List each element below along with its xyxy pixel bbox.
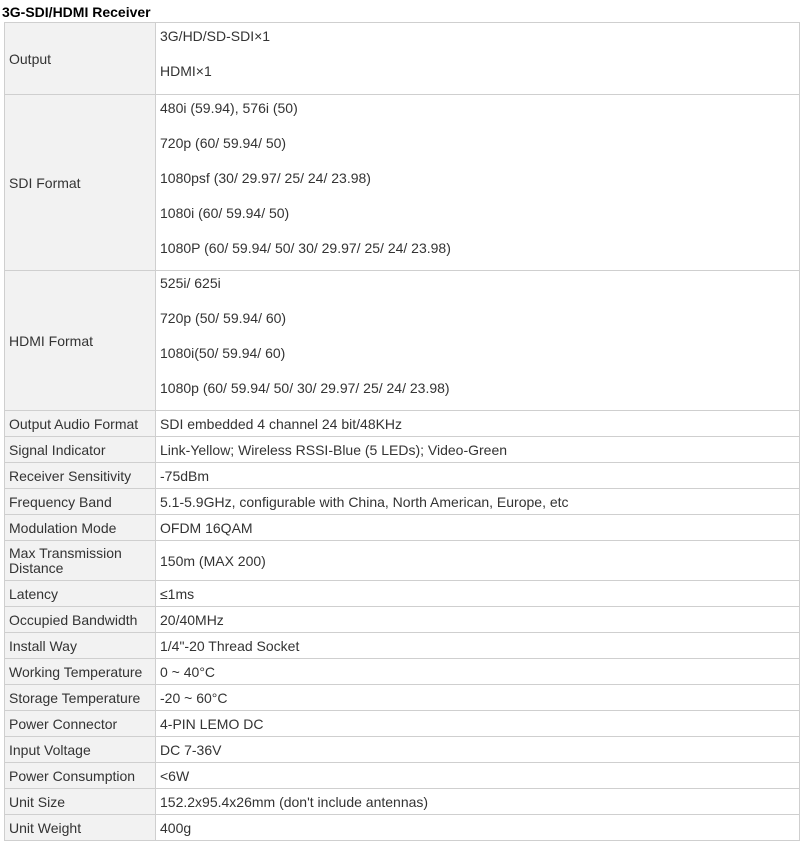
table-row: [5, 463, 800, 489]
row-label: Output: [5, 23, 156, 95]
table-row: [5, 23, 800, 95]
table-row: [5, 763, 800, 789]
value-line: HDMI×1: [160, 63, 212, 79]
value-line: 1080P (60/ 59.94/ 50/ 30/ 29.97/ 25/ 24/ 23.98): [160, 239, 451, 256]
row-value: <6W: [156, 763, 800, 789]
table-row: [5, 789, 800, 815]
table-row: [5, 489, 800, 515]
row-label: Occupied Bandwidth: [5, 607, 156, 633]
table-row: [5, 581, 800, 607]
value-line: 720p (60/ 59.94/ 50): [160, 134, 287, 151]
table-row: [5, 411, 800, 437]
table-row: [5, 711, 800, 737]
row-label: Storage Temperature: [5, 685, 156, 711]
row-label: HDMI Format: [5, 271, 156, 411]
value-line: 3G/HD/SD-SDI×1: [160, 28, 271, 44]
value-line: 1080psf (30/ 29.97/ 25/ 24/ 23.98): [160, 169, 371, 186]
value-line: 1080i(50/ 59.94/ 60): [160, 345, 286, 361]
table-row: [5, 815, 800, 841]
value-line: 1080i (60/ 59.94/ 50): [160, 204, 290, 221]
table-row: [5, 541, 800, 581]
row-value: Link-Yellow; Wireless RSSI-Blue (5 LEDs); Video-Green: [156, 437, 800, 463]
value-line: 1080p (60/ 59.94/ 50/ 30/ 29.97/ 25/ 24/ 23.98): [160, 380, 450, 396]
row-label: Output Audio Format: [5, 411, 156, 437]
row-value: [156, 23, 800, 95]
row-label: Working Temperature: [5, 659, 156, 685]
table-row: [5, 659, 800, 685]
table-row: [5, 737, 800, 763]
table-row: [5, 437, 800, 463]
row-label: Frequency Band: [5, 489, 156, 515]
row-label: Modulation Mode: [5, 515, 156, 541]
row-label: Unit Weight: [5, 815, 156, 841]
row-label: Signal Indicator: [5, 437, 156, 463]
row-value: 150m (MAX 200): [156, 541, 800, 581]
row-label: Unit Size: [5, 789, 156, 815]
row-label: Receiver Sensitivity: [5, 463, 156, 489]
value-line: 720p (50/ 59.94/ 60): [160, 310, 287, 326]
row-value: [156, 271, 800, 411]
row-value: OFDM 16QAM: [156, 515, 800, 541]
row-value: -75dBm: [156, 463, 800, 489]
spec-table: [4, 22, 800, 841]
table-row: [5, 271, 800, 411]
row-value: 1/4"-20 Thread Socket: [156, 633, 800, 659]
row-label: Latency: [5, 581, 156, 607]
table-row: [5, 633, 800, 659]
row-label: Power Consumption: [5, 763, 156, 789]
row-value: DC 7-36V: [156, 737, 800, 763]
row-label: SDI Format: [5, 95, 156, 271]
row-value: 4-PIN LEMO DC: [156, 711, 800, 737]
table-row: [5, 607, 800, 633]
page-title: 3G-SDI/HDMI Receiver: [2, 4, 151, 20]
value-line: 525i/ 625i: [160, 275, 221, 291]
row-value: SDI embedded 4 channel 24 bit/48KHz: [156, 411, 800, 437]
table-row: [5, 515, 800, 541]
row-label: Input Voltage: [5, 737, 156, 763]
row-value: [156, 95, 800, 271]
row-value: ≤1ms: [156, 581, 800, 607]
row-label: Max Transmission Distance: [5, 541, 156, 581]
table-row: [5, 95, 800, 271]
row-value: 5.1-5.9GHz, configurable with China, North American, Europe, etc: [156, 489, 800, 515]
row-value: 20/40MHz: [156, 607, 800, 633]
row-label: Power Connector: [5, 711, 156, 737]
value-line: 480i (59.94), 576i (50): [160, 99, 298, 116]
row-value: 0 ~ 40°C: [156, 659, 800, 685]
row-value: 152.2x95.4x26mm (don't include antennas): [156, 789, 800, 815]
row-label: Install Way: [5, 633, 156, 659]
row-value: 400g: [156, 815, 800, 841]
row-value: -20 ~ 60°C: [156, 685, 800, 711]
table-row: [5, 685, 800, 711]
